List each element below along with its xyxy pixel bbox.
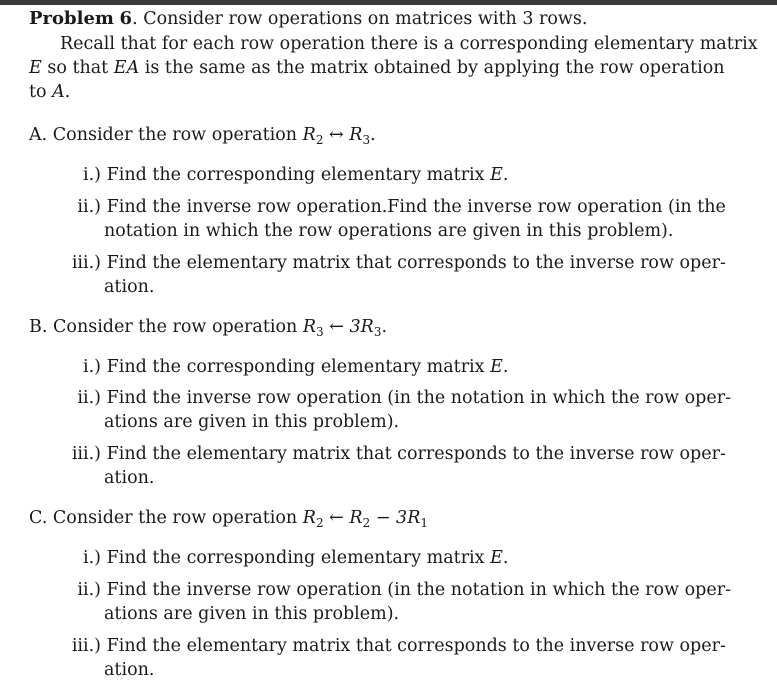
part-c-item-3: iii.) Find the elementary matrix that corresponds to the inverse row oper-	[71, 636, 726, 656]
recall-line-1: Recall that for each row operation there is a corresponding elementary matrix	[60, 34, 758, 54]
part-b-item-1: i.) Find the corresponding elementary matrix E.	[83, 357, 509, 377]
problem-number: 6	[119, 8, 133, 29]
part-a-item-3: iii.) Find the elementary matrix that corresponds to the inverse row oper-	[71, 253, 726, 273]
part-c-item-3-cont: ation.	[104, 660, 155, 680]
part-a-intro: A. Consider the row operation $R_2$ ↔ $R_3$.	[29, 125, 376, 147]
part-a-item-2-cont: notation in which the row operations are given in this problem).	[104, 221, 674, 241]
part-b-item-3-cont: ation.	[104, 468, 155, 488]
recall-line-2: E so that EA is the same as the matrix obtained by applying the row operation	[29, 58, 725, 78]
part-b-intro: B. Consider the row operation $R_3$ ← $3R_3$.	[29, 317, 388, 339]
part-c-item-2-cont: ations are given in this problem).	[104, 604, 400, 624]
problem-header: Problem 6. Consider row operations on matrices with 3 rows.	[29, 8, 588, 29]
part-a-item-1: i.) Find the corresponding elementary matrix E.	[83, 165, 509, 185]
problem-heading: Problem	[29, 8, 114, 29]
part-c-intro: C. Consider the row operation $R_2$ ← $R_2 - 3R_1$	[29, 508, 429, 530]
recall-line-3: to A.	[29, 82, 71, 102]
part-b-item-3: iii.) Find the elementary matrix that corresponds to the inverse row oper-	[71, 444, 726, 464]
part-c-item-1: i.) Find the corresponding elementary matrix E.	[83, 548, 509, 568]
problem-intro: Consider row operations on matrices with 3 rows.	[143, 9, 588, 29]
part-c-item-2: ii.) Find the inverse row operation (in the notation in which the row oper-	[77, 580, 731, 600]
part-a-item-2: ii.) Find the inverse row operation.Find the inverse row operation (in the	[77, 197, 726, 217]
part-a-item-3-cont: ation.	[104, 277, 155, 297]
part-b-item-2-cont: ations are given in this problem).	[104, 412, 400, 432]
part-b-item-2: ii.) Find the inverse row operation (in the notation in which the row oper-	[77, 388, 731, 408]
